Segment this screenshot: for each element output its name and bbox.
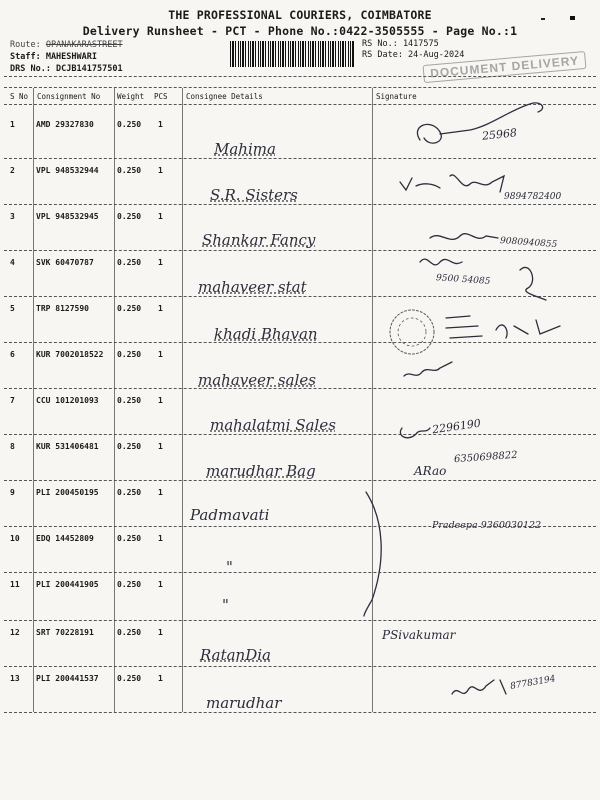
rs-date: RS Date: 24-Aug-2024 — [362, 50, 465, 60]
row-pcs: 1 — [158, 304, 163, 313]
row-consignment-no: VPL 948532944 — [36, 166, 99, 175]
row-separator — [4, 204, 596, 205]
document-delivery-stamp: DOCUMENT DELIVERY — [423, 51, 587, 83]
row-sno: 13 — [10, 674, 20, 683]
row-separator — [4, 434, 596, 435]
row-consignment-no: EDQ 14452809 — [36, 534, 94, 543]
row-pcs: 1 — [158, 396, 163, 405]
row-pcs: 1 — [158, 580, 163, 589]
row-consignment-no: PLI 200450195 — [36, 488, 99, 497]
route-info — [10, 40, 123, 50]
row-sno: 6 — [10, 350, 15, 359]
row-weight: 0.250 — [117, 258, 142, 267]
row-separator — [4, 572, 596, 573]
column-header-weight: Weight — [117, 92, 145, 101]
row-pcs: 1 — [158, 628, 163, 637]
column-header-pcs: PCS — [154, 92, 168, 101]
row-weight: 0.250 — [117, 534, 142, 543]
handwritten-consignee: RatanDia — [200, 646, 271, 664]
row-pcs: 1 — [158, 674, 163, 683]
row-separator — [4, 712, 596, 713]
signature-name: PSivakumar — [382, 628, 456, 642]
row-consignment-no: KUR 531406481 — [36, 442, 99, 451]
handwritten-consignee: Shankar Fancy — [202, 231, 316, 249]
column-header-consignee: Consignee Details — [186, 92, 263, 101]
row-sno: 11 — [10, 580, 20, 589]
row-separator — [4, 620, 596, 621]
row-separator — [4, 480, 596, 481]
handwritten-consignee: mahaveer stat — [198, 278, 307, 296]
handwritten-ditto-mark: " — [222, 596, 229, 614]
row-pcs: 1 — [158, 350, 163, 359]
row-pcs: 1 — [158, 166, 163, 175]
route-value: OPANAKARASTREET — [45, 40, 123, 50]
row-weight: 0.250 — [117, 628, 142, 637]
row-consignment-no: CCU 101201093 — [36, 396, 99, 405]
barcode-image — [230, 41, 355, 67]
route-label: Route: — [10, 40, 41, 50]
row-pcs: 1 — [158, 212, 163, 221]
signature-number: 25968 — [481, 126, 518, 143]
drs-number: DRS No.: DCJB141757501 — [10, 64, 123, 74]
signature-phone: 6350698822 — [453, 449, 518, 466]
row-sno: 3 — [10, 212, 15, 221]
row-separator — [4, 250, 596, 251]
row-sno: 12 — [10, 628, 20, 637]
row-consignment-no: PLI 200441537 — [36, 674, 99, 683]
row-consignment-no: TRP 8127590 — [36, 304, 89, 313]
row-weight: 0.250 — [117, 166, 142, 175]
row-sno: 2 — [10, 166, 15, 175]
row-sno: 10 — [10, 534, 20, 543]
row-consignment-no: PLI 200441905 — [36, 580, 99, 589]
row-sno: 4 — [10, 258, 15, 267]
table-row — [0, 620, 600, 668]
row-separator — [4, 296, 596, 297]
staff-info: Staff: MAHESHWARI — [10, 52, 97, 62]
handwritten-ditto-mark: " — [226, 558, 233, 576]
row-weight: 0.250 — [117, 488, 142, 497]
column-header-signature: Signature — [376, 92, 417, 101]
row-weight: 0.250 — [117, 580, 142, 589]
row-consignment-no: SRT 70228191 — [36, 628, 94, 637]
signature-phone: 87783194 — [509, 674, 557, 692]
row-separator — [4, 158, 596, 159]
handwritten-consignee: khadi Bhavan — [214, 325, 318, 343]
column-header-consignment: Consignment No — [37, 92, 101, 101]
separator-line — [4, 76, 596, 77]
row-sno: 7 — [10, 396, 15, 405]
row-pcs: 1 — [158, 534, 163, 543]
handwritten-consignee: mahaveer sales — [198, 371, 316, 389]
row-weight: 0.250 — [117, 212, 142, 221]
row-consignment-no: SVK 60470787 — [36, 258, 94, 267]
row-weight: 0.250 — [117, 442, 142, 451]
row-weight: 0.250 — [117, 350, 142, 359]
row-separator — [4, 666, 596, 667]
row-pcs: 1 — [158, 258, 163, 267]
row-sno: 5 — [10, 304, 15, 313]
signature-phone: 9080940855 — [499, 236, 558, 250]
scan-mark — [570, 16, 575, 20]
column-header-sno: S No — [10, 92, 29, 101]
runsheet-subtitle: Delivery Runsheet - PCT - Phone No.:0422-3505555 - Page No.:1 — [82, 24, 518, 38]
handwritten-consignee: Mahima — [214, 140, 276, 158]
handwritten-consignee: Padmavati — [190, 506, 270, 524]
row-pcs: 1 — [158, 120, 163, 129]
handwritten-consignee: marudhar Bag — [206, 462, 316, 480]
row-sno: 9 — [10, 488, 15, 497]
row-sno: 1 — [10, 120, 15, 129]
table-row — [0, 572, 600, 620]
signature-name-phone: Pradeepa 9360030122 — [432, 520, 542, 531]
row-weight: 0.250 — [117, 674, 142, 683]
signature-phone: 9500 54085 — [435, 273, 491, 287]
separator-line — [4, 87, 596, 88]
rs-number: RS No.: 1417575 — [362, 39, 439, 49]
row-sno: 8 — [10, 442, 15, 451]
company-title: THE PROFESSIONAL COURIERS, COIMBATORE — [168, 8, 432, 22]
table-row — [0, 526, 600, 574]
handwritten-consignee: marudhar — [206, 694, 282, 712]
row-consignment-no: VPL 948532945 — [36, 212, 99, 221]
row-pcs: 1 — [158, 442, 163, 451]
row-weight: 0.250 — [117, 396, 142, 405]
signature-name: ARao — [414, 464, 447, 478]
scan-mark — [541, 18, 545, 20]
handwritten-consignee: mahalatmi Sales — [210, 416, 336, 434]
signature-phone: 9894782400 — [504, 192, 562, 202]
row-consignment-no: AMD 29327830 — [36, 120, 94, 129]
row-weight: 0.250 — [117, 304, 142, 313]
row-weight: 0.250 — [117, 120, 142, 129]
row-consignment-no: KUR 7002018522 — [36, 350, 104, 359]
row-pcs: 1 — [158, 488, 163, 497]
signature-number: 2296190 — [431, 416, 482, 437]
handwritten-consignee: S.R. Sisters — [210, 186, 298, 204]
separator-line — [4, 104, 596, 105]
